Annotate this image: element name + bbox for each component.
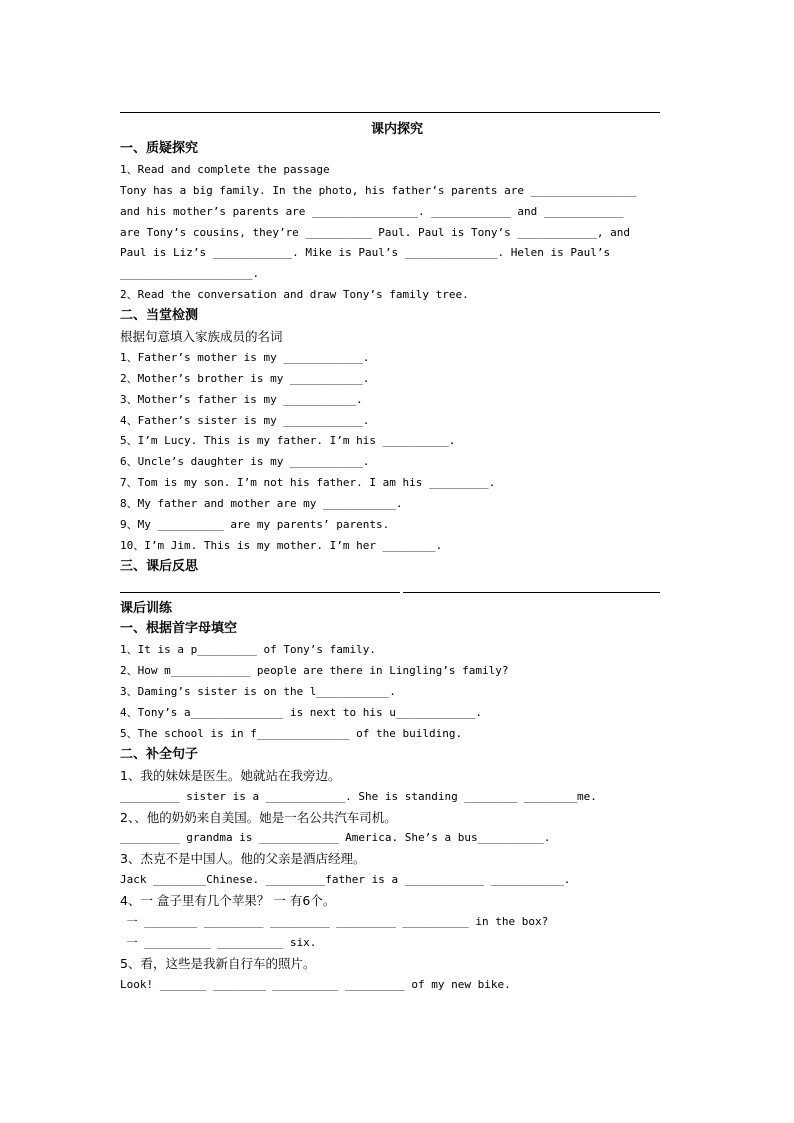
exercise-line: are Tony’s cousins, they’re __________ Paul. Paul is Tony’s ____________, and — [120, 225, 630, 239]
exercise-line: 一 ________ _________ _________ _________ __________ in the box? — [120, 914, 549, 928]
exercise-line: 4、Father’s sister is my ____________. — [120, 413, 370, 427]
exercise-line: 3、Daming’s sister is on the l___________. — [120, 685, 396, 699]
exercise-line: 3、Mother’s father is my ___________. — [120, 392, 363, 406]
exercise-line: 10、I’m Jim. This is my mother. I’m her ________. — [120, 538, 443, 552]
exercise-line: 9、My __________ are my parents’ parents. — [120, 518, 390, 532]
exercise-line: 1、Father’s mother is my ____________. — [120, 350, 370, 364]
answer-line-left — [120, 592, 400, 593]
exercise-line: 5、看，这些是我新自行车的照片。 — [120, 955, 316, 971]
exercise-line: 1、我的妹妹是医生。她就站在我旁边。 — [120, 767, 341, 783]
exercise-line: 4、Tony’s a______________ is next to his u____________. — [120, 706, 482, 720]
exercise-line: and his mother’s parents are ________________. ____________ and ____________ — [120, 204, 624, 218]
reflection-answer-lines — [120, 578, 676, 599]
exercise-line: Tony has a big family. In the photo, his father’s parents are ________________ — [120, 183, 637, 197]
exercise-line: ____________________. — [120, 267, 260, 281]
answer-line-right — [403, 592, 660, 593]
top-rule — [120, 112, 660, 113]
exercise-line: 一 __________ __________ six. — [120, 935, 317, 949]
section-heading: 二、补全句子 — [120, 746, 199, 762]
exercise-line: 6、Uncle’s daughter is my ___________. — [120, 455, 370, 469]
exercise-line: 2、How m____________ people are there in Lingling’s family? — [120, 664, 509, 678]
exercise-line: _________ grandma is ____________ America. She’s a bus__________. — [120, 831, 551, 845]
section-heading: 课后训练 — [120, 600, 173, 616]
page-title: 课内探究 — [370, 122, 423, 137]
exercise-line: 3、杰克不是中国人。他的父亲是酒店经理。 — [120, 851, 366, 867]
exercise-line: 7、Tom is my son. I’m not his father. I am his _________. — [120, 476, 496, 490]
exercise-line: 1、Read and complete the passage — [120, 162, 330, 176]
exercise-line: 2、、他的奶奶来自美国。她是一名公共汽车司机。 — [120, 809, 397, 825]
exercise-line: 5、The school is in f______________ of the building. — [120, 726, 463, 740]
exercise-line: Paul is Liz’s ____________. Mike is Paul’s ______________. Helen is Paul’s — [120, 246, 611, 260]
section-heading: 二、当堂检测 — [120, 308, 199, 324]
exercise-line: 根据句意填入家族成员的名词 — [120, 329, 283, 345]
section-heading: 一、质疑探究 — [120, 141, 199, 156]
exercise-line: 8、My father and mother are my ___________. — [120, 497, 403, 511]
exercise-line: Jack ________Chinese. _________father is a ____________ ___________. — [120, 873, 571, 887]
section-heading: 一、根据首字母填空 — [120, 621, 238, 637]
exercise-line: 1、It is a p_________ of Tony’s family. — [120, 643, 377, 657]
exercise-line: Look! _______ ________ __________ _________ of my new bike. — [120, 977, 511, 991]
exercise-line: 5、I’m Lucy. This is my father. I’m his __________. — [120, 434, 456, 448]
exercise-line: 2、Read the conversation and draw Tony’s family tree. — [120, 288, 469, 302]
exercise-line: _________ sister is a ____________. She is standing ________ ________me. — [120, 789, 597, 803]
section-heading: 三、课后反思 — [120, 558, 199, 574]
exercise-line: 2、Mother’s brother is my ___________. — [120, 371, 370, 385]
exercise-line: 4、一 盒子里有几个苹果？ 一 有6个。 — [120, 893, 336, 909]
worksheet-body — [120, 139, 676, 996]
